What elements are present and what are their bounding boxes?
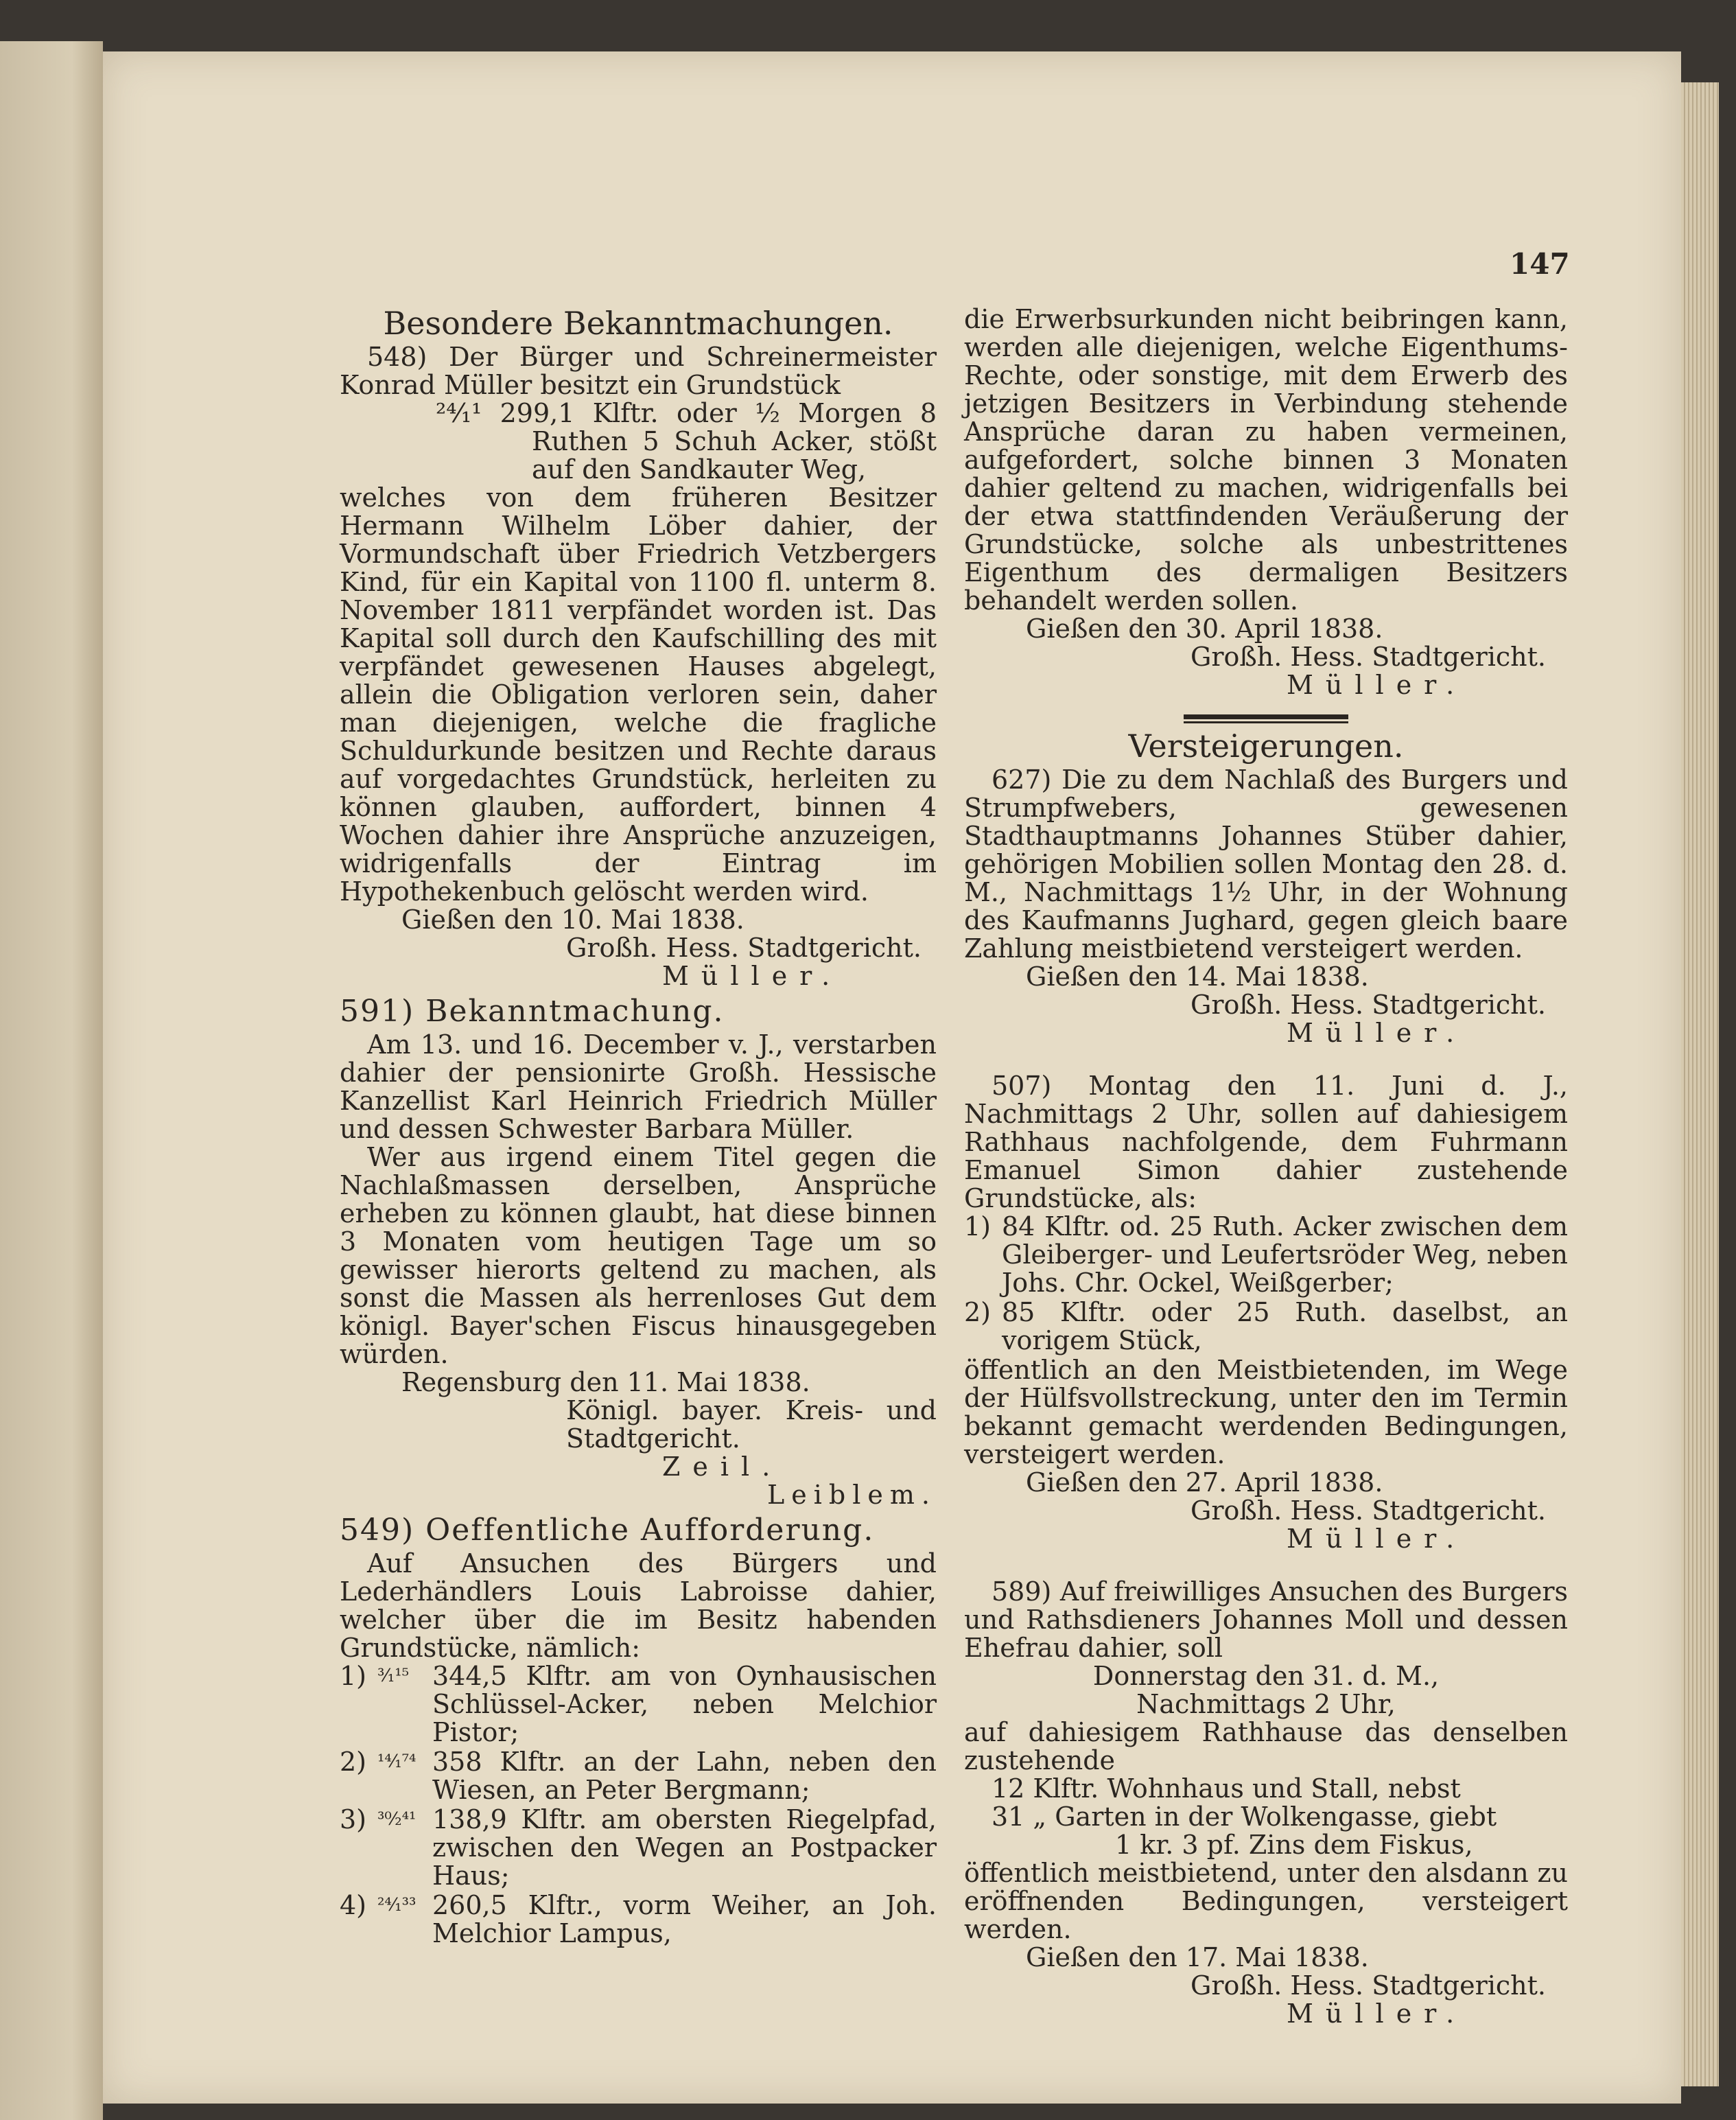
notice-591 [340,994,937,1510]
section-divider [1184,714,1348,721]
notice-507 [964,1072,1568,1553]
notice-549-item [340,1662,937,1747]
notice-589-line-2: 31 „ Garten in der Wolkengasse, giebt [992,1802,1497,1832]
notice-627-signature: Müller. [1287,1018,1467,1048]
notice-507-lead: 507) Montag den 11. Juni d. J., Nachmittags 2 Uhr, sollen auf dahiesigem Rathhaus nachfolgende, dem Fuhrmann Emanuel Simon dahier zustehende Grundstücke, als: [964,1071,1568,1213]
notice-627 [964,766,1568,1047]
notice-549-date: Gießen den 30. April 1838. [1026,614,1383,644]
notice-589-date-line: Donnerstag den 31. d. M., [1092,1661,1440,1691]
spacer [964,1047,1568,1072]
item-parcel-code: ²⁴⁄₁³³ [377,1895,417,1915]
notice-589-line-1: 12 Klftr. Wohnhaus und Stall, nebst [992,1773,1461,1804]
notice-549-court: Großh. Hess. Stadtgericht. [1190,642,1546,672]
notice-627-body: 627) Die zu dem Nachlaß des Burgers und Strumpfwebers, gewesenen Stadthauptmanns Johannes Stüber dahier, gehörigen Mobilien sollen Montag den 28. d. M., Nachmittags 1½ Uhr, in der Wohnung des Kaufmanns Jughard, gegen gleich baare Zahlung meistbietend versteigert werden. [964,765,1568,964]
notice-589-date: Gießen den 17. Mai 1838. [1026,1942,1369,1972]
notice-507-tail: öffentlich an den Meistbietenden, im Wege der Hülfsvollstreckung, unter den im Termin bekannt gemacht werdenden Bedingungen, versteigert werden. [964,1355,1568,1469]
item-text: 358 Klftr. an der Lahn, neben den Wiesen, an Peter Bergmann; [432,1747,937,1805]
notice-507-item [964,1298,1568,1355]
notice-549-lead: Auf Ansuchen des Bürgers und Lederhändlers Louis Labroisse dahier, welcher über die im Besitz habenden Grundstücke, nämlich: [340,1548,937,1663]
notice-507-signature: Müller. [1287,1524,1467,1554]
notice-591-court: Königl. bayer. Kreis- und Stadtgericht. [566,1395,937,1454]
notice-548-lead: 548) Der Bürger und Schreinermeister Konrad Müller besitzt ein Grundstück [340,342,937,400]
right-column [964,305,1568,2028]
notice-549-item [340,1891,937,1948]
notice-548-date: Gießen den 10. Mai 1838. [401,905,744,935]
notice-589-mid: auf dahiesigem Rathhause das denselben zustehende [964,1717,1568,1775]
item-number: 1) [340,1661,367,1691]
notice-549-signature: Müller. [1287,670,1467,700]
page-stack-edge [1681,82,1719,2086]
item-number: 3) [340,1804,367,1834]
notice-589-lead: 589) Auf freiwilliges Ansuchen des Burgers und Rathsdieners Johannes Moll und dessen Ehefrau dahier, soll [964,1576,1568,1663]
notice-591-signature-2: Leiblem. [767,1480,937,1510]
notice-627-date: Gießen den 14. Mai 1838. [1026,962,1369,992]
item-text: 260,5 Klftr., vorm Weiher, an Joh. Melchior Lampus, [432,1890,937,1948]
left-column [340,305,937,1949]
notice-548-signature: Müller. [662,961,843,991]
facing-page-edge [0,41,103,2120]
notice-548 [340,343,937,990]
page-number: 147 [1510,247,1570,281]
notice-589-court: Großh. Hess. Stadtgericht. [1190,1970,1546,2001]
notice-549-item [340,1748,937,1804]
notice-591-heading: 591) Bekanntmachung. [340,994,725,1029]
notice-549-heading: 549) Oeffentliche Aufforderung. [340,1513,875,1548]
item-number: 2) [340,1747,367,1777]
section-heading-auctions: Versteigerungen. [1128,727,1404,765]
notice-589-time-line: Nachmittags 2 Uhr, [1136,1689,1396,1719]
notice-591-paragraph-1: Am 13. und 16. December v. J., verstarben dahier der pensionirte Großh. Hessische Kanzellist Karl Heinrich Friedrich Müller und dessen Schwester Barbara Müller. [340,1029,937,1144]
item-parcel-code: ³⁄₁¹⁵ [377,1666,410,1686]
notice-548-court: Großh. Hess. Stadtgericht. [566,933,922,963]
notice-549-body: die Erwerbsurkunden nicht beibringen kann, werden alle diejenigen, welche Eigenthums-Rechte, oder sonstige, mit dem Erwerb des jetzigen Besitzers in Verbindung stehende Ansprüche daran zu haben vermeinen, aufgefordert, solche binnen 3 Monaten dahier geltend zu machen, widrigenfalls bei der etwa stattfindenden Veräußerung der Grundstücke, solche als unbestrittenes Eigenthum des dermaligen Besitzers behandelt werden sollen. [964,304,1568,616]
item-number: 2) [964,1297,992,1327]
section-heading-announcements: Besondere Bekanntmachungen. [383,305,893,342]
notice-591-date: Regensburg den 11. Mai 1838. [401,1367,810,1397]
notice-548-body: welches von dem früheren Besitzer Hermann Wilhelm Löber dahier, der Vormundschaft über Friedrich Vetzbergers Kind, für ein Kapital von 1100 fl. unterm 8. November 1811 verpfändet worden ist. Das Kapital soll durch den Kaufschilling des mit verpfändet gewesenen Hauses abgelegt, allein die Obligation verloren sein, daher man diejenigen, welche die fragliche Schuldurkunde besitzen und Rechte daraus auf vorgedachtes Grundstück, herleiten zu können glauben, auffordert, binnen 4 Wochen dahier ihre Ansprüche anzuzeigen, widrigenfalls der Eintrag im Hypothekenbuch gelöscht werden wird. [340,482,937,907]
item-parcel-code: ¹⁴⁄₁⁷⁴ [377,1751,417,1772]
spacer [964,1553,1568,1578]
item-text: 138,9 Klftr. am obersten Riegelpfad, zwischen den Wegen an Postpacker Haus; [432,1804,937,1891]
notice-549-continued [964,305,1568,699]
notice-589 [964,1578,1568,2028]
notice-507-item [964,1213,1568,1297]
notice-627-court: Großh. Hess. Stadtgericht. [1190,990,1546,1020]
notice-589-line-3: 1 kr. 3 pf. Zins dem Fiskus, [1115,1830,1473,1860]
notice-548-item: ²⁴⁄₁¹ 299,1 Klftr. oder ½ Morgen 8 Ruthen 5 Schuh Acker, stößt auf den Sandkauter Weg, [436,398,937,485]
notice-591-signature: Zeil. [662,1452,783,1482]
item-parcel-code: ³⁰⁄₂⁴¹ [377,1809,417,1830]
notice-589-tail: öffentlich meistbietend, unter den alsdann zu eröffnenden Bedingungen, versteigert werden. [964,1858,1568,1944]
item-text: 84 Klftr. od. 25 Ruth. Acker zwischen dem Gleiberger- und Leufertsröder Weg, neben Johs. Chr. Ockel, Weißgerber; [1002,1211,1568,1298]
item-text: 85 Klftr. oder 25 Ruth. daselbst, an vorigem Stück, [1002,1297,1568,1355]
notice-589-signature: Müller. [1287,1999,1467,2029]
item-number: 1) [964,1211,992,1242]
notice-549 [340,1513,937,1948]
item-number: 4) [340,1890,367,1920]
notice-549-item [340,1806,937,1890]
notice-507-date: Gießen den 27. April 1838. [1026,1467,1383,1498]
notice-507-court: Großh. Hess. Stadtgericht. [1190,1495,1546,1526]
notice-591-paragraph-2: Wer aus irgend einem Titel gegen die Nachlaßmassen derselben, Ansprüche erheben zu können glaubt, hat diese binnen 3 Monaten vom heutigen Tage um so gewisser hierorts geltend zu machen, als sonst die Massen als herrenloses Gut dem königl. Bayer'schen Fiscus hinausgegeben würden. [340,1142,937,1369]
item-text: 344,5 Klftr. am von Oynhausischen Schlüssel-Acker, neben Melchior Pistor; [432,1661,937,1747]
